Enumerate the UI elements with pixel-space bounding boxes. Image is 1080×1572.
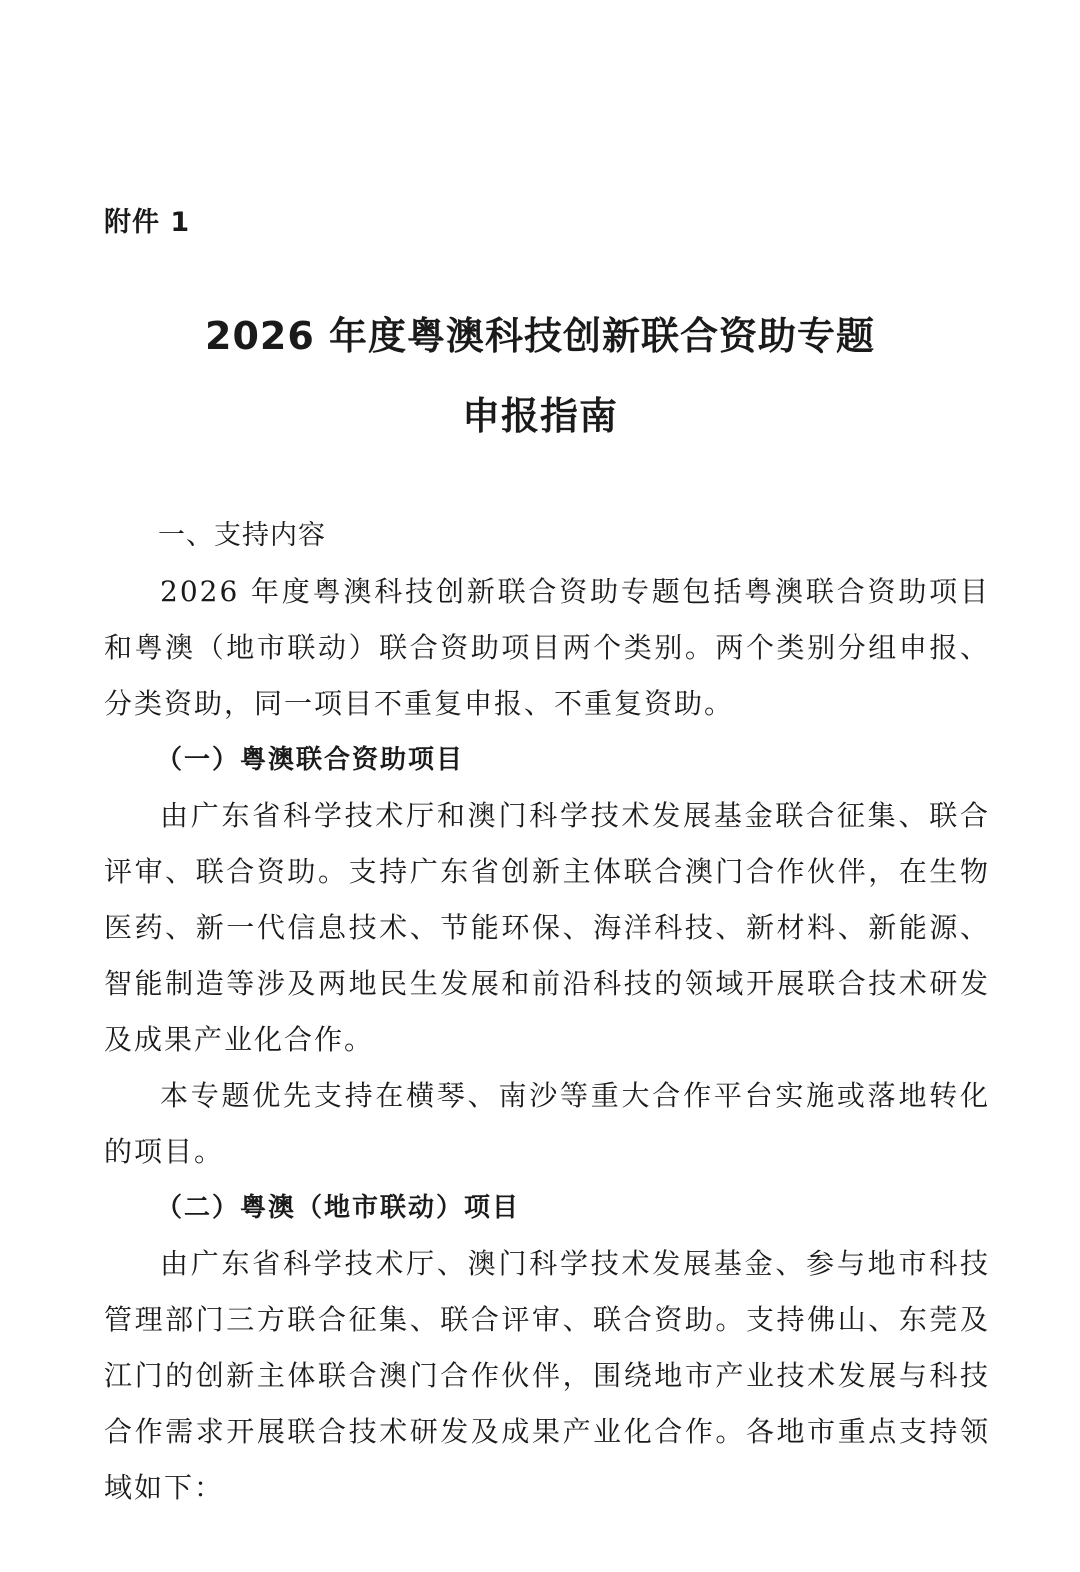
document-title-line-2: 申报指南 (461, 394, 618, 438)
subsection-heading-2: （二）粤澳（地市联动）项目 (156, 1193, 521, 1223)
section-heading-1: 一、支持内容 (158, 520, 326, 551)
subsection-heading-1: （一）粤澳联合资助项目 (156, 745, 465, 775)
attachment-label: 附件 1 (104, 207, 191, 238)
subsection-1-paragraph-1: 由广东省科学技术厅和澳门科学技术发展基金联合征集、联合评审、联合资助。支持广东省创新主体联合澳门合作伙伴，在生物医药、新一代信息技术、节能环保、海洋科技、新材料、新能源、智能制造等涉及两地民生发展和前沿科技的领域开展联合技术研发及成果产业化合作。 (104, 799, 990, 1056)
section-1-paragraph: 2026 年度粤澳科技创新联合资助专题包括粤澳联合资助项目和粤澳（地市联动）联合资助项目两个类别。两个类别分组申报、分类资助，同一项目不重复申报、不重复资助。 (104, 575, 990, 720)
document-body (104, 508, 990, 1516)
document-title-line-1: 2026 年度粤澳科技创新联合资助专题 (205, 314, 875, 358)
subsection-2-paragraph-1: 由广东省科学技术厅、澳门科学技术发展基金、参与地市科技管理部门三方联合征集、联合评审、联合资助。支持佛山、东莞及江门的创新主体联合澳门合作伙伴，围绕地市产业技术发展与科技合作需求开展联合技术研发及成果产业化合作。各地市重点支持领域如下： (104, 1247, 990, 1504)
subsection-1-paragraph-2: 本专题优先支持在横琴、南沙等重大合作平台实施或落地转化的项目。 (104, 1079, 990, 1168)
